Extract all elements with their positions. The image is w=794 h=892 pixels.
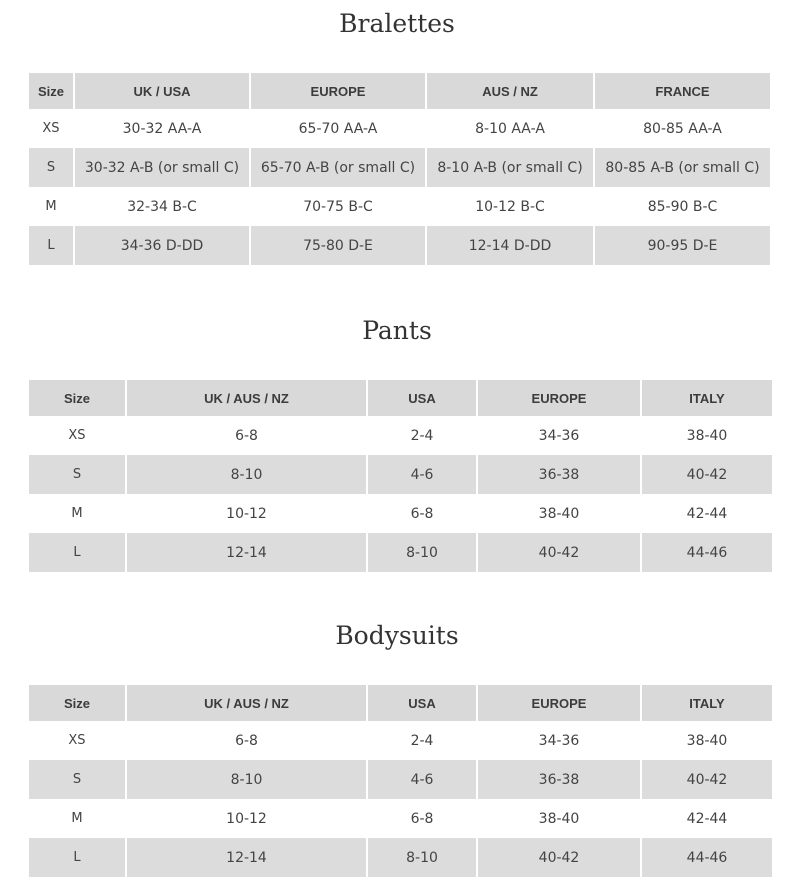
table-row [29,226,770,265]
column-header: EUROPE [478,380,640,416]
table-cell: 70-75 B-C [303,198,373,215]
table-cell: 6-8 [235,427,258,444]
table-cell: 38-40 [686,427,728,444]
table-cell: L [29,226,73,265]
table-cell: L [29,533,125,572]
column-header: AUS / NZ [427,73,593,109]
table-cell: 32-34 B-C [127,198,197,215]
table-cell: XS [42,121,60,136]
table-cell: 8-10 [127,455,366,494]
table-cell: 6-8 [410,810,434,827]
column-header: ITALY [642,380,772,416]
table-cell: XS [68,428,86,443]
table-cell: 80-85 A-B (or small C) [595,148,770,187]
column-header: FRANCE [595,73,770,109]
table-cell: 4-6 [368,455,476,494]
table-cell: 12-14 [127,838,366,877]
table-cell: 34-36 D-DD [75,226,249,265]
table-header-row [29,380,772,416]
table-cell: 44-46 [642,533,772,572]
table-cell: 40-42 [478,838,640,877]
table-cell: 2-4 [410,732,434,749]
table-row [29,187,770,226]
column-header: USA [368,380,476,416]
pants-size-table [27,380,774,572]
table-cell: 38-40 [538,505,580,522]
table-cell: 38-40 [686,732,728,749]
table-cell: 36-38 [478,760,640,799]
table-row [29,760,772,799]
column-header: Size [29,685,125,721]
table-cell: 10-12 B-C [475,198,545,215]
table-cell: L [29,838,125,877]
table-cell: 2-4 [410,427,434,444]
bralettes-size-table [27,73,772,265]
table-cell: 34-36 [538,427,580,444]
table-row [29,533,772,572]
column-header: ITALY [642,685,772,721]
table-cell: 10-12 [226,810,267,827]
table-row [29,494,772,533]
table-header-row [29,73,770,109]
table-cell: 90-95 D-E [595,226,770,265]
table-cell: 80-85 AA-A [643,120,722,137]
table-cell: M [71,811,83,826]
bralettes-title: Bralettes [339,9,455,38]
table-cell: 75-80 D-E [251,226,425,265]
table-cell: 85-90 B-C [647,198,718,215]
column-header: USA [368,685,476,721]
table-cell: 8-10 A-B (or small C) [427,148,593,187]
table-cell: XS [68,733,86,748]
table-cell: 4-6 [368,760,476,799]
table-cell: 40-42 [478,533,640,572]
table-cell: 30-32 A-B (or small C) [75,148,249,187]
bodysuits-size-table [27,685,774,877]
column-header: UK / USA [75,73,249,109]
table-cell: 34-36 [538,732,580,749]
table-row [29,109,770,148]
table-row [29,416,772,455]
table-cell: 42-44 [686,505,728,522]
table-cell: 36-38 [478,455,640,494]
table-cell: 30-32 AA-A [122,120,202,137]
table-row [29,148,770,187]
table-row [29,455,772,494]
table-cell: 12-14 [127,533,366,572]
column-header: EUROPE [478,685,640,721]
table-cell: 6-8 [410,505,434,522]
pants-title: Pants [362,316,432,345]
table-cell: 40-42 [642,760,772,799]
table-cell: 8-10 [127,760,366,799]
table-cell: S [29,455,125,494]
table-cell: 40-42 [642,455,772,494]
table-cell: 8-10 [368,838,476,877]
table-row [29,838,772,877]
table-cell: M [71,506,83,521]
column-header: Size [29,73,73,109]
table-cell: 8-10 [368,533,476,572]
column-header: Size [29,380,125,416]
table-cell: 12-14 D-DD [427,226,593,265]
table-cell: 44-46 [642,838,772,877]
table-cell: 42-44 [686,810,728,827]
table-cell: S [29,148,73,187]
table-cell: 6-8 [235,732,258,749]
table-cell: 10-12 [226,505,267,522]
bodysuits-title: Bodysuits [335,621,459,650]
table-cell: S [29,760,125,799]
column-header: UK / AUS / NZ [127,685,366,721]
table-row [29,799,772,838]
table-cell: 65-70 AA-A [298,120,378,137]
table-header-row [29,685,772,721]
table-cell: 8-10 AA-A [475,120,545,137]
table-cell: 38-40 [538,810,580,827]
table-cell: 65-70 A-B (or small C) [251,148,425,187]
table-row [29,721,772,760]
column-header: UK / AUS / NZ [127,380,366,416]
column-header: EUROPE [251,73,425,109]
table-cell: M [45,199,57,214]
